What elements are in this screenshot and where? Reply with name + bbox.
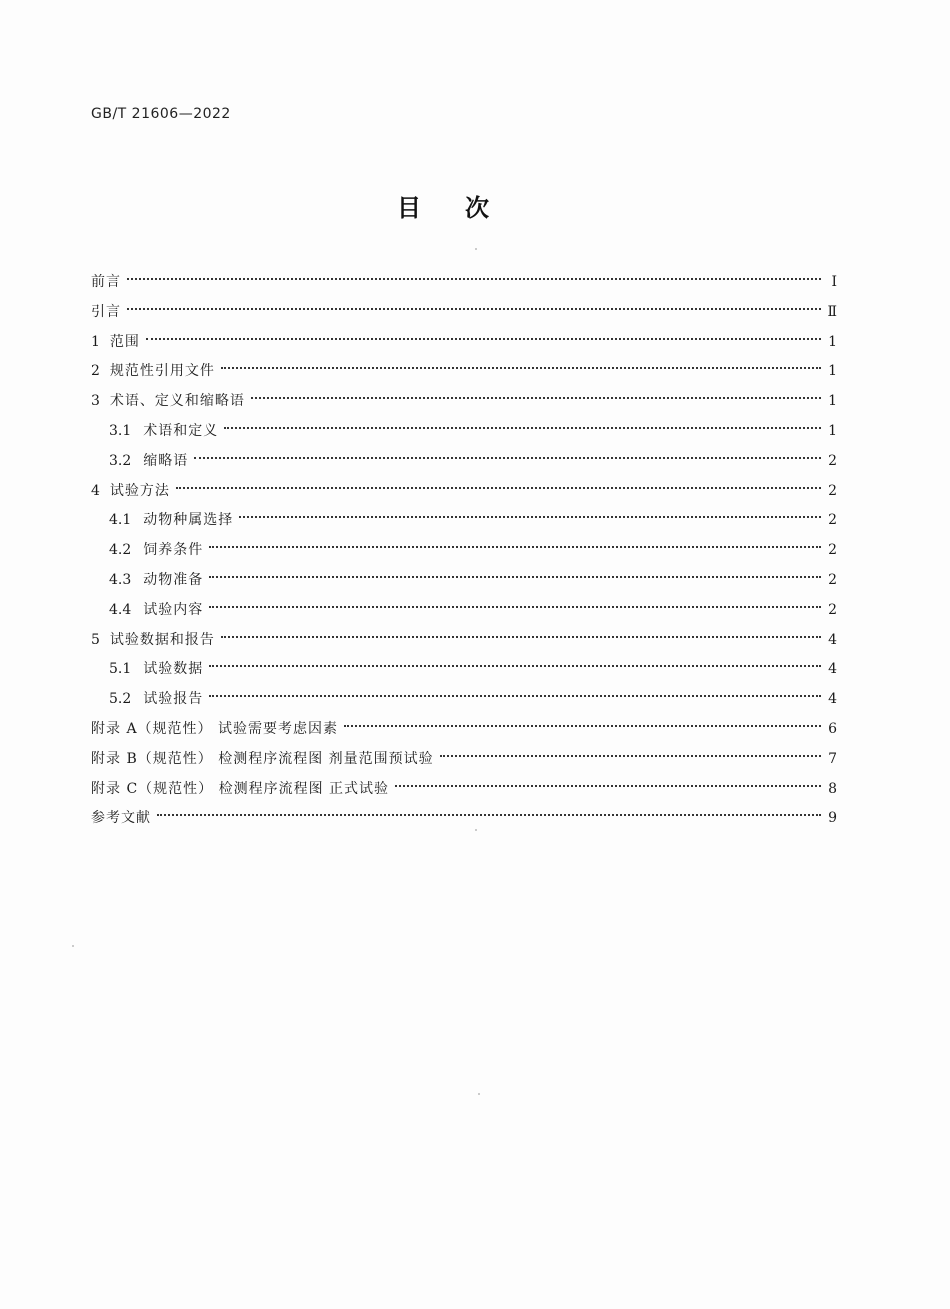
toc-leader-dots [395, 785, 821, 787]
toc-entry[interactable] [91, 268, 837, 298]
toc-entry-page: 7 [828, 750, 837, 767]
toc-leader-dots [146, 338, 821, 340]
toc-entry[interactable] [91, 298, 837, 328]
toc-entry-number: 1 [91, 333, 100, 350]
toc-entry-page: 8 [828, 780, 837, 797]
toc-entry-label: 附录 C（规范性） 检测程序流程图 正式试验 [91, 780, 390, 797]
toc-entry-page: 1 [828, 422, 837, 439]
toc-entry-label: 试验数据 [143, 661, 204, 678]
toc-leader-dots [239, 516, 821, 518]
toc-entry-number: 4.3 [109, 571, 132, 588]
toc-entry-number: 4 [91, 482, 100, 499]
toc-leader-dots [194, 457, 821, 459]
toc-entry-number: 4.1 [109, 512, 132, 529]
toc-entry-label: 范围 [109, 333, 140, 350]
toc-title: 目次 [397, 194, 533, 222]
toc-entry-number: 2 [91, 363, 100, 380]
toc-entry-page: 9 [828, 810, 837, 827]
toc-entry-number: 4.2 [109, 542, 132, 559]
scan-speck [475, 829, 477, 831]
toc-entry[interactable] [91, 477, 837, 507]
toc-entry[interactable] [91, 328, 837, 358]
toc-entry-label: 前言 [91, 274, 121, 290]
scan-speck [478, 1093, 480, 1095]
toc-leader-dots [209, 546, 821, 548]
toc-entry-page: 2 [828, 571, 837, 588]
toc-entry-number: 3 [91, 393, 100, 410]
toc-entry-label: 附录 A（规范性） 试验需要考虑因素 [91, 720, 339, 737]
toc-entry[interactable] [91, 745, 837, 775]
toc-entry-page: Ⅰ [831, 274, 837, 290]
toc-entry-page: 1 [828, 333, 837, 350]
toc-entry[interactable] [91, 775, 837, 805]
toc-entry[interactable] [91, 715, 837, 745]
toc-leader-dots [127, 278, 821, 280]
toc-entry-label: 饲养条件 [143, 542, 204, 559]
toc-entry-page: 1 [828, 363, 837, 380]
scan-speck [475, 248, 477, 250]
toc-entry-label: 试验数据和报告 [109, 631, 215, 648]
toc-leader-dots [224, 427, 821, 429]
toc-entry[interactable] [91, 596, 837, 626]
toc-entry-page: 6 [828, 720, 837, 737]
toc-entry-number: 5 [91, 631, 100, 648]
toc-entry[interactable] [91, 417, 837, 447]
toc-leader-dots [209, 695, 821, 697]
toc-entry-label: 参考文献 [91, 810, 151, 827]
toc-entry-page: 2 [828, 601, 837, 618]
toc-entry-page: 4 [828, 631, 837, 648]
toc-entry[interactable] [91, 804, 837, 834]
toc-leader-dots [221, 636, 821, 638]
toc-entry-page: 4 [828, 661, 837, 678]
toc-leader-dots [176, 487, 821, 489]
toc-entry-label: 动物准备 [143, 571, 204, 588]
toc-entry-page: 2 [828, 542, 837, 559]
toc-entry-label: 引言 [91, 303, 121, 320]
toc-entry-number: 5.1 [109, 661, 132, 678]
toc-entry-number: 5.2 [109, 691, 132, 708]
toc-entry-label: 附录 B（规范性） 检测程序流程图 剂量范围预试验 [91, 750, 434, 767]
toc-entry-number: 3.2 [109, 452, 132, 469]
toc-leader-dots [251, 397, 821, 399]
toc-entry-label: 缩略语 [143, 452, 189, 469]
toc-leader-dots [209, 665, 821, 667]
toc-entry-label: 规范性引用文件 [109, 363, 215, 380]
toc-entry[interactable] [91, 685, 837, 715]
toc-entry-label: 术语、定义和缩略语 [109, 393, 245, 410]
table-of-contents [91, 268, 837, 834]
toc-leader-dots [209, 576, 821, 578]
toc-entry-label: 动物种属选择 [143, 512, 234, 529]
toc-entry[interactable] [91, 506, 837, 536]
toc-entry-page: 2 [828, 452, 837, 469]
toc-entry-page: 2 [828, 482, 837, 499]
toc-leader-dots [344, 725, 821, 727]
toc-entry-label: 术语和定义 [143, 422, 219, 439]
toc-entry-page: 1 [828, 393, 837, 410]
toc-entry-page: 2 [828, 512, 837, 529]
toc-entry-page: Ⅱ [827, 303, 837, 320]
toc-entry-label: 试验内容 [143, 601, 204, 618]
toc-entry-number: 3.1 [109, 422, 132, 439]
toc-entry[interactable] [91, 447, 837, 477]
toc-entry-page: 4 [828, 691, 837, 708]
toc-entry[interactable] [91, 357, 837, 387]
toc-entry-number: 4.4 [109, 601, 132, 618]
toc-entry-label: 试验方法 [109, 482, 170, 499]
toc-entry[interactable] [91, 655, 837, 685]
toc-entry[interactable] [91, 536, 837, 566]
scan-speck [72, 945, 74, 947]
standard-code: GB/T 21606—2022 [91, 106, 231, 122]
toc-leader-dots [157, 814, 821, 816]
toc-leader-dots [127, 308, 821, 310]
toc-entry[interactable] [91, 387, 837, 417]
toc-entry-label: 试验报告 [143, 691, 204, 708]
toc-entry[interactable] [91, 566, 837, 596]
toc-leader-dots [221, 367, 821, 369]
toc-leader-dots [209, 606, 821, 608]
toc-entry[interactable] [91, 626, 837, 656]
toc-leader-dots [440, 755, 821, 757]
